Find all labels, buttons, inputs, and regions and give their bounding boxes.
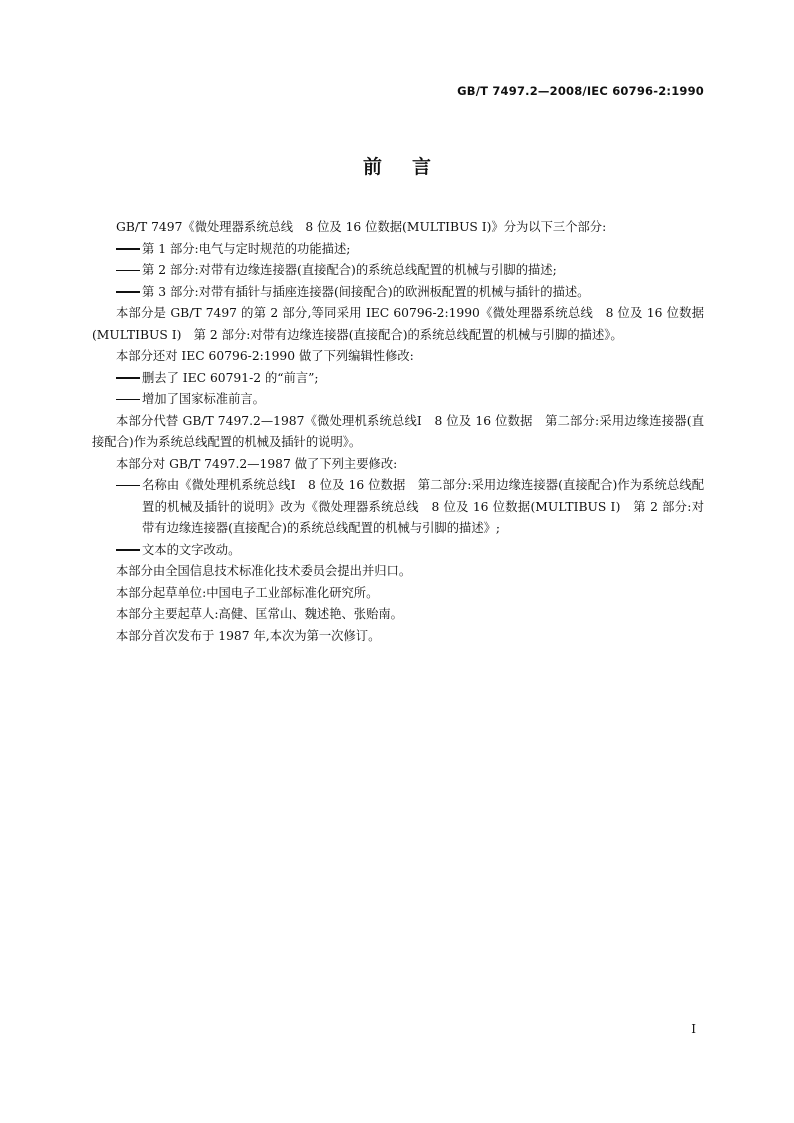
list-item-text: 第 3 部分:对带有插针与插座连接器(间接配合)的欧洲板配置的机械与插针的描述。 [142, 284, 590, 299]
list-item-text: 文本的文字改动。 [142, 542, 241, 557]
paragraph-adoption: 本部分是 GB/T 7497 的第 2 部分,等同采用 IEC 60796-2:1990《微处理器系统总线 8 位及 16 位数据(MULTIBUS Ⅰ) 第 2 部分:对带有边缘连接器(直接配合)的系统总线配置的机械与引脚的描述》。 [92, 306, 704, 342]
paragraph-proposed-by: 本部分由全国信息技术标准化技术委员会提出并归口。 [116, 564, 412, 578]
dash-icon [116, 377, 140, 379]
list-item [92, 282, 704, 304]
page-number: I [691, 1022, 696, 1036]
dash-icon [116, 291, 140, 293]
paragraph-drafters: 本部分主要起草人:高健、匡常山、魏述艳、张贻南。 [116, 607, 403, 621]
dash-icon [116, 549, 140, 551]
list-item [92, 368, 704, 390]
dash-icon [116, 248, 140, 250]
dash-icon [116, 399, 140, 401]
paragraph-replaces: 本部分代替 GB/T 7497.2—1987《微处理机系统总线Ⅰ 8 位及 16 位数据 第二部分:采用边缘连接器(直接配合)作为系统总线配置的机械及插针的说明》。 [92, 413, 704, 449]
list-item-text: 第 1 部分:电气与定时规范的功能描述; [142, 241, 351, 256]
list-item-text: 删去了 IEC 60791-2 的“前言”; [142, 370, 319, 385]
paragraph-release-history: 本部分首次发布于 1987 年,本次为第一次修订。 [116, 628, 381, 643]
list-item [92, 239, 704, 261]
paragraph-main-changes: 本部分对 GB/T 7497.2—1987 做了下列主要修改: [116, 456, 398, 471]
list-item-text: 名称由《微处理机系统总线Ⅰ 8 位及 16 位数据 第二部分:采用边缘连接器(直接配合)作为系统总线配置的机械及插针的说明》改为《微处理器系统总线 8 位及 16 位数据(MULTIBUS Ⅰ) 第 2 部分:对带有边缘连接器(直接配合)的系统总线配置的机械与引脚的描述》; [142, 478, 704, 535]
paragraph-drafting-unit: 本部分起草单位:中国电子工业部标准化研究所。 [116, 585, 379, 600]
foreword-body [92, 217, 704, 647]
paragraph-editorial-changes: 本部分还对 IEC 60796-2:1990 做了下列编辑性修改: [116, 349, 414, 363]
dash-icon [116, 485, 140, 487]
list-item [92, 389, 704, 411]
page-title: 前言 [362, 156, 461, 178]
standard-code: GB/T 7497.2—2008/IEC 60796-2:1990 [457, 84, 704, 98]
list-item [92, 540, 704, 562]
list-item [92, 475, 704, 540]
list-item-text: 增加了国家标准前言。 [142, 392, 265, 406]
dash-icon [116, 270, 140, 272]
list-item [92, 260, 704, 282]
paragraph-parts-intro: GB/T 7497《微处理器系统总线 8 位及 16 位数据(MULTIBUS Ⅰ)》分为以下三个部分: [116, 220, 607, 234]
list-item-text: 第 2 部分:对带有边缘连接器(直接配合)的系统总线配置的机械与引脚的描述; [142, 263, 557, 277]
